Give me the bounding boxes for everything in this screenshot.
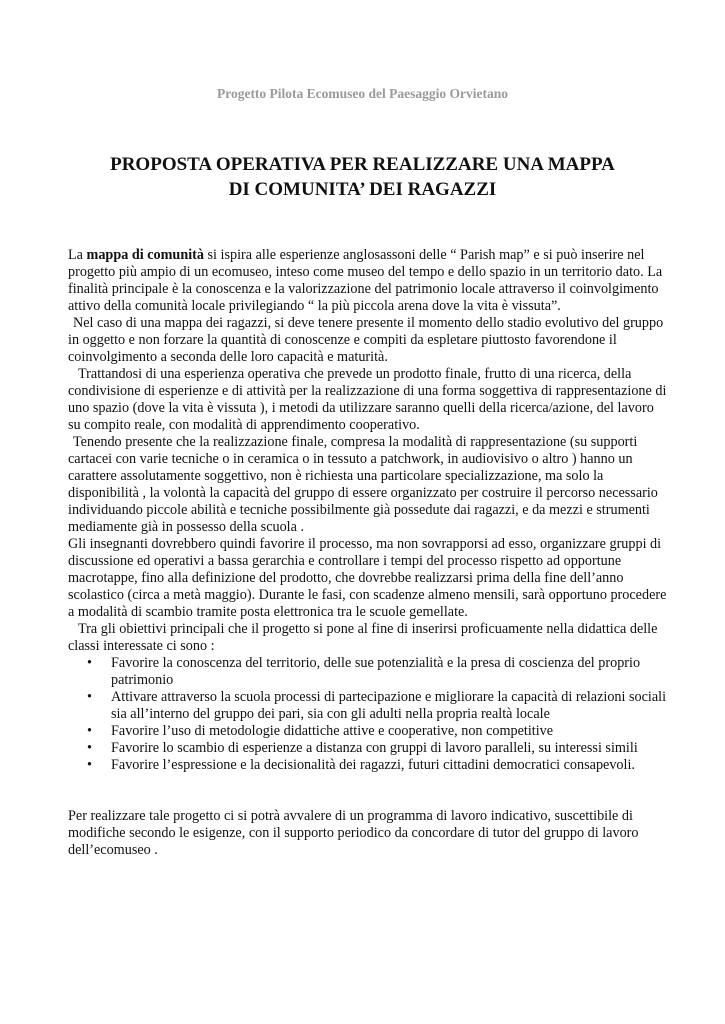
bullet-glyph: •: [87, 655, 92, 671]
list-item-text: Favorire l’uso di metodologie didattiche attive e cooperative, non competitive: [111, 723, 554, 739]
paragraph-6: Tra gli obiettivi principali che il progetto si pone al fine di inserirsi proficuamente nella didattica delle classi interessate ci sono :: [68, 621, 658, 654]
list-item-text: Attivare attraverso la scuola processi di partecipazione e migliorare la capacità di relazioni sociali sia all’interno del gruppo dei pari, sia con gli adulti nella propria realtà locale: [111, 689, 667, 722]
list-item-text: Favorire l’espressione e la decisionalità dei ragazzi, futuri cittadini democratici consapevoli.: [111, 757, 635, 773]
list-item-text: Favorire lo scambio di esperienze a distanza con gruppi di lavoro paralleli, su interessi simili: [111, 740, 638, 756]
bullet-glyph: •: [87, 757, 92, 773]
paragraph-4: Tenendo presente che la realizzazione finale, compresa la modalità di rappresentazione (su supporti cartacei con varie tecniche o in ceramica o in tessuto a patchwork, in audiovisivo o altro ) hanno un carattere assolutamente soggettivo, non è richiesta una particolare specializzazione, ma solo la disponibilità , la volontà la capacità del gruppo di essere organizzato per costruire il percorso necessario individuando piccole abilità e tecniche possibilmente già possedute dai ragazzi, e da mezzi e strumenti mediamente già in possesso della scuola .: [68, 434, 658, 535]
paragraph-3: Trattandosi di una esperienza operativa che prevede un prodotto finale, frutto di una ricerca, della condivisione di esperienze e di attività per la realizzazione di una forma soggettiva di rappresentazione di uno spazio (dove la vita è vissuta ), i metodi da utilizzare saranno quelli della ricerca/azione, del lavoro su compito reale, con modalità di apprendimento cooperativo.: [68, 366, 667, 433]
bullet-glyph: •: [87, 723, 92, 739]
spacer: [68, 774, 668, 808]
intro-text: si ispira alle esperienze anglosassoni delle “ Parish map” e si può inserire nel progetto più ampio di un ecomuseo, inteso come museo del tempo e dello spazio in un territorio dato. La finalità principale è la conoscenza e la valorizzazione del patrimonio locale attraverso il coinvolgimento attivo della comunità locale privilegiando “ la più piccola arena dove la vita è vissuta”.: [68, 247, 663, 314]
list-item-text: Favorire la conoscenza del territorio, delle sue potenzialità e la presa di coscienza del proprio patrimonio: [111, 655, 641, 688]
bullet-glyph: •: [87, 740, 92, 756]
intro-term: mappa di comunità: [86, 247, 204, 263]
list-item: [68, 757, 668, 774]
title-line-2: DI COMUNITA’ DEI RAGAZZI: [228, 179, 497, 200]
title-line-1: PROPOSTA OPERATIVA PER REALIZZARE UNA MAPPA: [110, 154, 615, 175]
list-item: [68, 689, 668, 723]
page-header: Progetto Pilota Ecomuseo del Paesaggio Orvietano: [216, 86, 509, 101]
document-title: [40, 152, 685, 202]
paragraph-2: Nel caso di una mappa dei ragazzi, si deve tenere presente il momento dello stadio evolutivo del gruppo in oggetto e non forzare la quantità di conoscenze e compiti da espletare piuttosto favorendone il coinvolgimento a seconda delle loro capacità e maturità.: [68, 315, 664, 365]
paragraph-intro: [68, 247, 668, 315]
bullet-glyph: •: [87, 689, 92, 705]
list-item: [68, 740, 668, 757]
document-body: [68, 247, 668, 859]
list-item: [68, 655, 668, 689]
objectives-list: [68, 655, 668, 774]
paragraph-closing: Per realizzare tale progetto ci si potrà avvalere di un programma di lavoro indicativo, suscettibile di modifiche secondo le esigenze, con il supporto periodico da concordare di tutor del gruppo di lavoro dell’ecomuseo .: [68, 808, 639, 858]
intro-lead: La: [68, 247, 87, 263]
list-item: [68, 723, 668, 740]
paragraph-5: Gli insegnanti dovrebbero quindi favorire il processo, ma non sovrapporsi ad esso, organizzare gruppi di discussione ed operativi a bassa gerarchia e controllare i tempi del processo rispetto ad opportune macrotappe, fino alla definizione del prodotto, che dovrebbe realizzarsi prima della fine dell’anno scolastico (circa a metà maggio). Durante le fasi, con scadenze almeno mensili, sarà opportuno procedere a modalità di scambio tramite posta elettronica tra le scuole gemellate.: [68, 536, 667, 620]
